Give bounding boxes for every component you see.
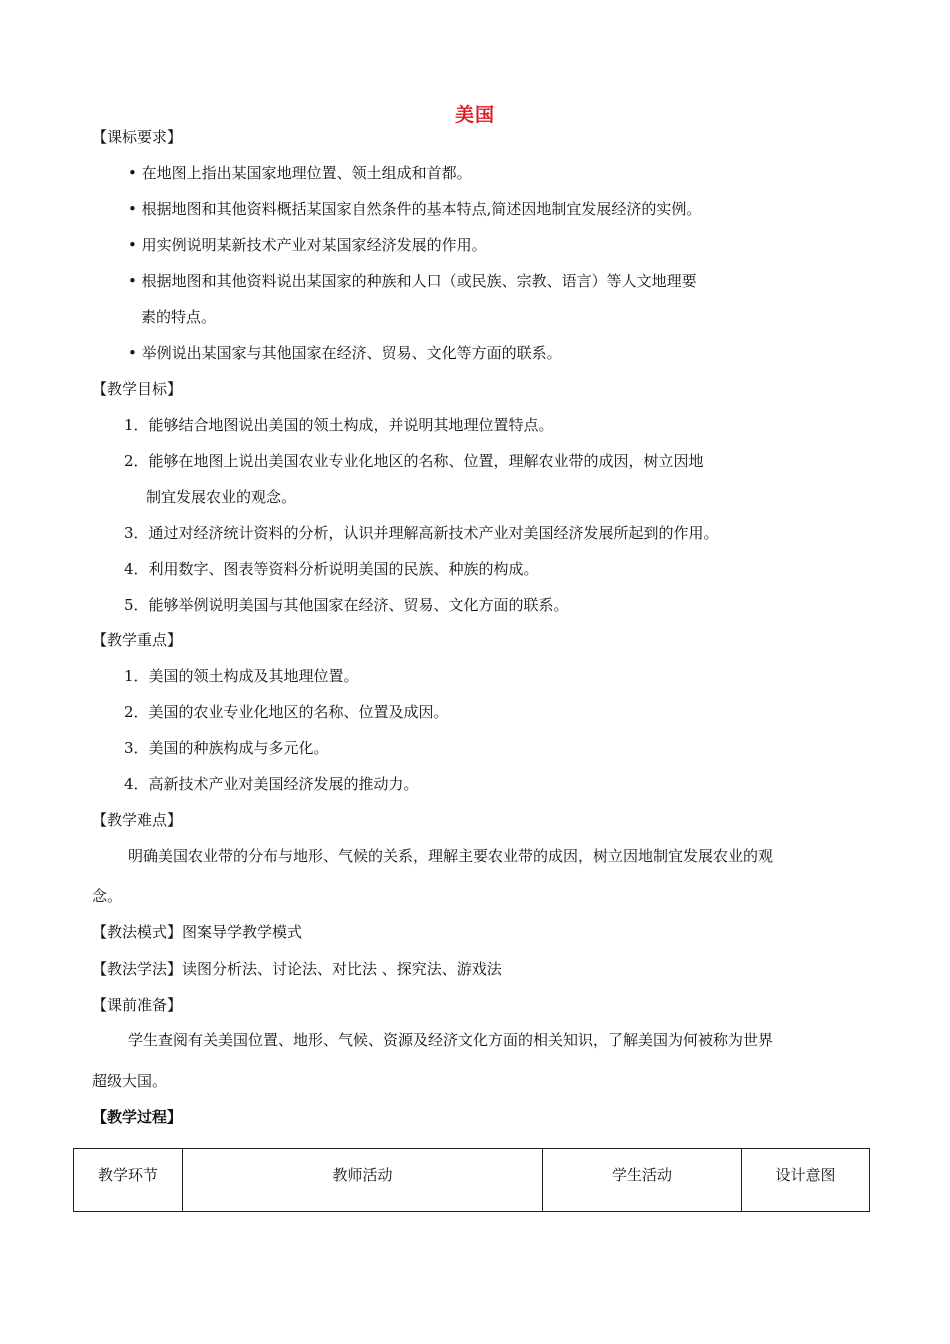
list-item: 2．美国的农业专业化地区的名称、位置及成因。 [124,703,449,721]
list-item: 2．能够在地图上说出美国农业专业化地区的名称、位置，理解农业带的成因，树立因地 [124,452,704,470]
list-item: 1．美国的领土构成及其地理位置。 [124,667,359,685]
list-item: • 根据地图和其他资料说出某国家的种族和人口（或民族、宗教、语言）等人文地理要 [128,272,697,290]
page-title: 美国 [454,104,495,126]
table-header-row [74,1149,870,1212]
list-item-continuation: 素的特点。 [141,308,217,326]
paragraph-line: 念。 [92,887,123,905]
section-heading-nandian: 【教学难点】 [92,811,183,829]
list-item: 3．美国的种族构成与多元化。 [124,739,329,757]
teaching-mode: 【教法模式】图案导学教学模式 [92,923,303,941]
section-heading-zhunbei: 【课前准备】 [92,996,183,1014]
list-item: • 用实例说明某新技术产业对某国家经济发展的作用。 [128,236,487,254]
process-table [73,1148,870,1212]
column-header-teacher-activity: 教师活动 [183,1149,543,1212]
teaching-methods: 【教法学法】读图分析法、讨论法、对比法 、探究法、游戏法 [92,960,502,978]
column-header-student-activity: 学生活动 [543,1149,742,1212]
list-item: 5．能够举例说明美国与其他国家在经济、贸易、文化方面的联系。 [124,596,569,614]
section-heading-kebiao: 【课标要求】 [92,128,183,146]
paragraph-line: 学生查阅有关美国位置、地形、气候、资源及经济文化方面的相关知识，了解美国为何被称为世界 [128,1031,774,1049]
list-item: • 举例说出某国家与其他国家在经济、贸易、文化等方面的联系。 [128,344,562,362]
column-header-design-intent: 设计意图 [742,1149,870,1212]
list-item: • 根据地图和其他资料概括某国家自然条件的基本特点,简述因地制宜发展经济的实例。 [128,200,702,218]
section-heading-mubiao: 【教学目标】 [92,380,183,398]
list-item: • 在地图上指出某国家地理位置、领土组成和首都。 [128,164,472,182]
paragraph-line: 明确美国农业带的分布与地形、气候的关系，理解主要农业带的成因，树立因地制宜发展农业的观 [128,847,774,865]
list-item-continuation: 制宜发展农业的观念。 [146,488,297,506]
list-item: 3．通过对经济统计资料的分析，认识并理解高新技术产业对美国经济发展所起到的作用。 [124,524,719,542]
list-item: 4．高新技术产业对美国经济发展的推动力。 [124,775,419,793]
section-heading-guocheng: 【教学过程】 [92,1108,183,1126]
column-header-stage: 教学环节 [74,1149,183,1212]
list-item: 1．能够结合地图说出美国的领土构成，并说明其地理位置特点。 [124,416,554,434]
section-heading-zhongdian: 【教学重点】 [92,631,183,649]
list-item: 4．利用数字、图表等资料分析说明美国的民族、种族的构成。 [124,560,539,578]
paragraph-line: 超级大国。 [92,1072,168,1090]
